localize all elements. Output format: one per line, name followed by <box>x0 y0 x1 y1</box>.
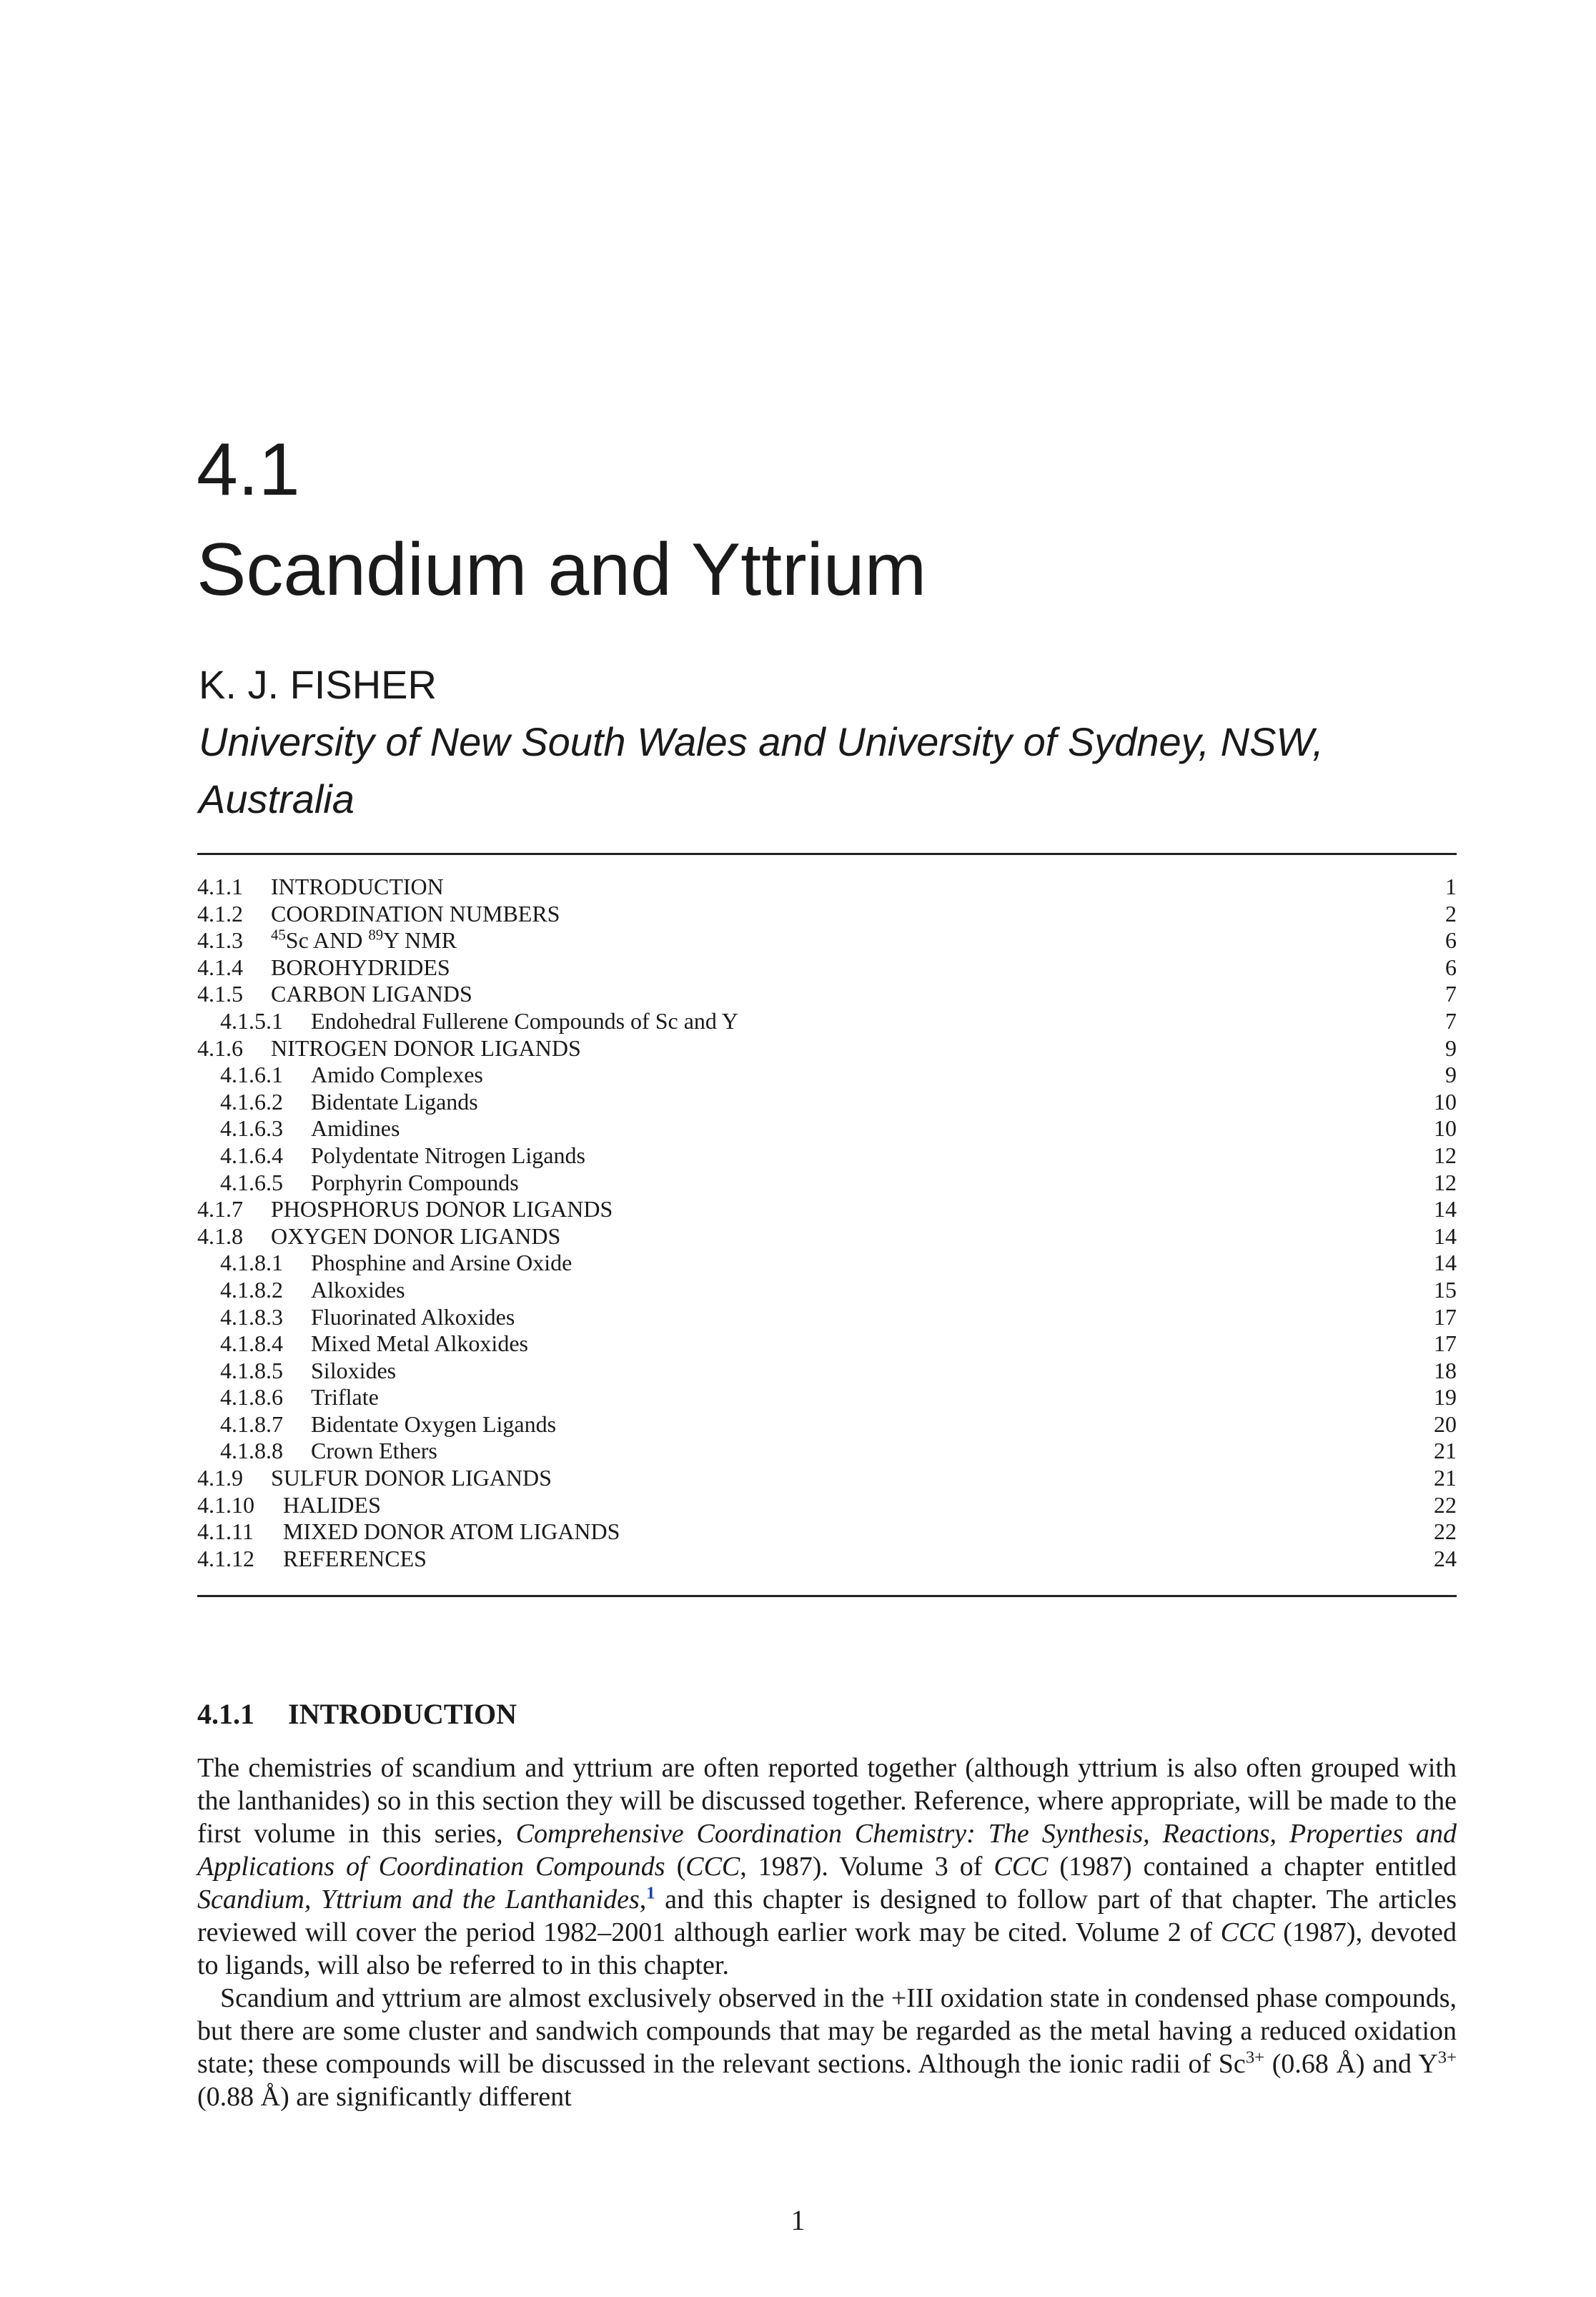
abbreviation: CCC <box>993 1852 1049 1882</box>
toc-entry-title: NITROGEN DONOR LIGANDS <box>271 1034 581 1061</box>
toc-subentry[interactable] <box>197 1062 1457 1089</box>
toc-entry[interactable] <box>197 1546 1457 1573</box>
toc-entry-title: Alkoxides <box>311 1276 405 1303</box>
charge-superscript: 3+ <box>1245 2047 1265 2068</box>
text-run: , 1987). Volume 3 of <box>740 1852 994 1882</box>
toc-entry-page: 9 <box>1445 1034 1457 1061</box>
toc-subentry[interactable] <box>197 1142 1457 1170</box>
toc-entry-page: 19 <box>1434 1384 1457 1411</box>
text-run: Scandium and yttrium are almost exclusively observed in the +III oxidation state in condensed phase compounds, but there are some cluster and sandwich compounds that may be regarded as the metal having a reduced oxidation state; these compounds will be discussed in the relevant sections. Although the ionic radii of Sc <box>197 1983 1457 2079</box>
toc-subentry[interactable] <box>197 1089 1457 1116</box>
charge-superscript: 3+ <box>1437 2047 1457 2068</box>
toc-entry-title: Triflate <box>311 1384 379 1411</box>
toc-entry-title: CARBON LIGANDS <box>271 981 472 1007</box>
toc-subentry[interactable] <box>197 1008 1457 1035</box>
isotope-superscript: 89 <box>368 927 384 944</box>
abbreviation: CCC <box>685 1852 740 1882</box>
toc-entry-title: Bidentate Ligands <box>311 1088 478 1115</box>
author-affiliation: University of New South Wales and University of Sydney, NSW, Australia <box>199 719 1324 821</box>
toc-entry-page: 6 <box>1445 927 1457 954</box>
toc-entry-page: 14 <box>1434 1250 1457 1276</box>
toc-entry-number: 4.1.6 <box>197 1034 243 1061</box>
toc-entry-page: 12 <box>1434 1169 1457 1195</box>
toc-entry[interactable] <box>197 1465 1457 1492</box>
isotope-superscript: 45 <box>271 927 286 944</box>
toc-entry-title: Crown Ethers <box>311 1438 437 1464</box>
toc-entry-title: Amidines <box>311 1115 400 1142</box>
toc-entry-number: 4.1.10 <box>197 1491 254 1518</box>
toc-entry[interactable] <box>197 1196 1457 1223</box>
text-run: , <box>639 1884 647 1915</box>
toc-entry-title: SULFUR DONOR LIGANDS <box>271 1465 552 1491</box>
section-heading <box>197 1700 517 1729</box>
toc-entry-number: 4.1.8.7 <box>220 1411 283 1437</box>
page-number: 1 <box>790 2204 806 2236</box>
toc-entry-title <box>271 927 457 954</box>
toc-entry-number: 4.1.6.3 <box>220 1115 283 1142</box>
toc-entry-page: 6 <box>1445 954 1457 980</box>
toc-entry[interactable] <box>197 954 1457 982</box>
toc-entry-title: HALIDES <box>283 1491 381 1518</box>
toc-entry-number: 4.1.6.4 <box>220 1142 283 1168</box>
toc-entry-number: 4.1.5 <box>197 981 243 1007</box>
toc-entry-number: 4.1.6.2 <box>220 1088 283 1115</box>
text-run: (1987), devoted to ligands, will also be referred to in this chapter. <box>197 1917 1457 1980</box>
toc-entry-page: 12 <box>1434 1142 1457 1168</box>
toc-entry-page: 22 <box>1434 1518 1457 1545</box>
body-text <box>197 1752 1457 2113</box>
toc-entry-page: 1 <box>1445 874 1457 899</box>
toc-entry-title: INTRODUCTION <box>271 874 444 899</box>
toc-entry-page: 2 <box>1445 900 1457 927</box>
toc-top-rule <box>197 853 1457 855</box>
toc-entry[interactable] <box>197 927 1457 954</box>
toc-entry-title: PHOSPHORUS DONOR LIGANDS <box>271 1196 613 1222</box>
toc-entry-number: 4.1.8.8 <box>220 1438 283 1464</box>
toc-entry-number: 4.1.8.2 <box>220 1276 283 1303</box>
toc-entry-title: Siloxides <box>311 1357 397 1383</box>
toc-entry-number: 4.1.8.3 <box>220 1303 283 1330</box>
toc-entry-number: 4.1.6.1 <box>220 1062 283 1088</box>
toc-entry-page: 24 <box>1434 1545 1457 1571</box>
text-run: (0.88 Å) are significantly different <box>197 2082 572 2112</box>
reference-link[interactable]: 1 <box>646 1883 655 1903</box>
toc-entry-page: 17 <box>1434 1330 1457 1357</box>
toc-entry-title: Mixed Metal Alkoxides <box>311 1330 528 1357</box>
toc-entry-page: 9 <box>1445 1062 1457 1088</box>
toc-entry-number: 4.1.6.5 <box>220 1169 283 1195</box>
toc-entry-number: 4.1.11 <box>197 1518 254 1545</box>
toc-subentry[interactable] <box>197 1438 1457 1465</box>
toc-title-part: Y NMR <box>383 927 457 954</box>
toc-entry-title: Fluorinated Alkoxides <box>311 1303 515 1330</box>
toc-entry-page: 14 <box>1434 1222 1457 1249</box>
chapter-title-ref: Scandium, Yttrium and the Lanthanides <box>197 1884 640 1915</box>
table-of-contents <box>197 874 1457 1572</box>
section-title: INTRODUCTION <box>288 1698 517 1730</box>
toc-subentry[interactable] <box>197 1277 1457 1304</box>
toc-entry-page: 21 <box>1434 1438 1457 1464</box>
toc-entry-title: Amido Complexes <box>311 1062 483 1088</box>
toc-entry-number: 4.1.4 <box>197 954 243 980</box>
toc-entry-title: Bidentate Oxygen Ligands <box>311 1411 557 1437</box>
toc-entry-page: 21 <box>1434 1465 1457 1491</box>
toc-entry-number: 4.1.12 <box>197 1545 254 1571</box>
toc-subentry[interactable] <box>197 1384 1457 1411</box>
toc-entry[interactable] <box>197 1035 1457 1062</box>
toc-entry-number: 4.1.9 <box>197 1465 243 1491</box>
toc-entry-title: Porphyrin Compounds <box>311 1169 519 1195</box>
toc-entry-title: MIXED DONOR ATOM LIGANDS <box>283 1518 620 1545</box>
toc-entry-number: 4.1.7 <box>197 1196 243 1222</box>
text-run: (0.68 Å) and Y <box>1264 2049 1438 2079</box>
toc-entry-title: COORDINATION NUMBERS <box>271 900 560 927</box>
author-name: K. J. FISHER <box>199 662 437 707</box>
text-run: (1987) contained a chapter entitled <box>1048 1852 1457 1882</box>
toc-entry-number: 4.1.5.1 <box>220 1007 283 1034</box>
toc-entry-page: 22 <box>1434 1491 1457 1518</box>
book-title: Comprehensive Coordination Chemistry: The Synthesis, Reactions, Properties and Applications of Coordination Compounds <box>197 1819 1457 1882</box>
toc-subentry[interactable] <box>197 1411 1457 1438</box>
chapter-number: 4.1 <box>197 428 300 511</box>
toc-entry[interactable] <box>197 1518 1457 1546</box>
toc-entry[interactable] <box>197 981 1457 1008</box>
abbreviation: CCC <box>1220 1917 1275 1947</box>
toc-entry-number: 4.1.2 <box>197 900 243 927</box>
toc-entry-page: 10 <box>1434 1115 1457 1142</box>
toc-subentry[interactable] <box>197 1250 1457 1277</box>
toc-entry-title: Endohedral Fullerene Compounds of Sc and Y <box>311 1007 738 1034</box>
toc-subentry[interactable] <box>197 1115 1457 1142</box>
toc-entry-page: 17 <box>1434 1303 1457 1330</box>
toc-entry-page: 14 <box>1434 1196 1457 1222</box>
toc-entry-number: 4.1.8.4 <box>220 1330 283 1357</box>
toc-entry[interactable] <box>197 1492 1457 1519</box>
text-run: ( <box>665 1852 686 1882</box>
toc-entry-page: 18 <box>1434 1357 1457 1383</box>
text-run: The chemistries of scandium and yttrium are often reported together (although yttrium is also often grouped with the lanthanides) so in this section they will be discussed together. Reference, where appropriate, will be made to the first volume in this series, <box>197 1753 1457 1849</box>
toc-entry-number: 4.1.8.1 <box>220 1250 283 1276</box>
toc-entry-page: 20 <box>1434 1411 1457 1437</box>
toc-entry-title: BOROHYDRIDES <box>271 954 450 980</box>
paragraph <box>197 1752 1457 1982</box>
toc-entry[interactable] <box>197 901 1457 928</box>
toc-subentry[interactable] <box>197 1304 1457 1331</box>
chapter-title: Scandium and Yttrium <box>197 528 927 611</box>
toc-bottom-rule <box>197 1595 1457 1597</box>
toc-entry-page: 10 <box>1434 1088 1457 1115</box>
toc-entry-number: 4.1.8.5 <box>220 1357 283 1383</box>
toc-entry-title: Phosphine and Arsine Oxide <box>311 1250 573 1276</box>
toc-entry-title: Polydentate Nitrogen Ligands <box>311 1142 585 1168</box>
toc-entry-page: 7 <box>1445 981 1457 1007</box>
toc-subentry[interactable] <box>197 1358 1457 1385</box>
text-run: and this chapter is designed to follow part of that chapter. The articles reviewed will cover the period 1982–2001 although earlier work may be cited. Volume 2 of <box>197 1884 1457 1947</box>
toc-entry-title: REFERENCES <box>283 1545 427 1571</box>
toc-subentry[interactable] <box>197 1170 1457 1197</box>
toc-entry-number: 4.1.1 <box>197 874 243 899</box>
toc-entry-number: 4.1.3 <box>197 927 243 954</box>
toc-entry-title: OXYGEN DONOR LIGANDS <box>271 1222 561 1249</box>
toc-entry-number: 4.1.8.6 <box>220 1384 283 1411</box>
toc-title-part: Sc AND <box>285 927 369 954</box>
toc-entry-page: 7 <box>1445 1007 1457 1034</box>
toc-subentry[interactable] <box>197 1330 1457 1358</box>
section-number: 4.1.1 <box>197 1698 254 1730</box>
toc-entry-page: 15 <box>1434 1276 1457 1303</box>
toc-entry-number: 4.1.8 <box>197 1222 243 1249</box>
toc-entry[interactable] <box>197 874 1457 901</box>
toc-entry[interactable] <box>197 1223 1457 1250</box>
paragraph <box>197 1982 1457 2113</box>
